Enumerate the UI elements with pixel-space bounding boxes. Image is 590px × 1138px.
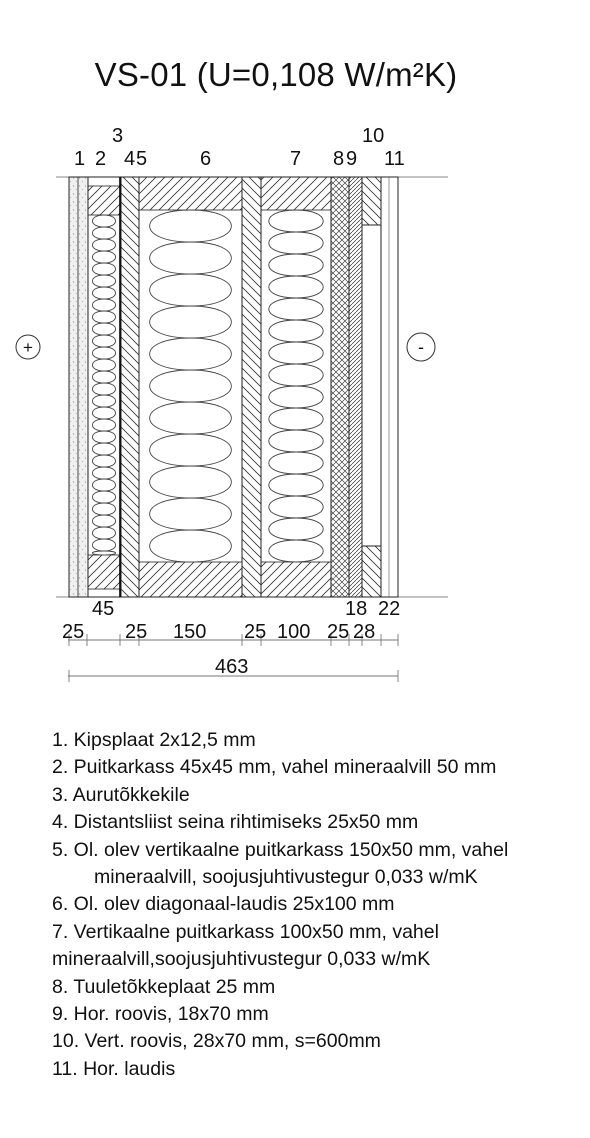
layer-10-vertical-batten-bottom (362, 546, 381, 597)
cold-side-symbol: - (418, 337, 424, 357)
layer-label-6: 6 (200, 148, 212, 170)
legend-item-6: 6. Ol. olev diagonaal-laudis 25x100 mm (52, 893, 395, 916)
layer-2-frame (88, 177, 120, 597)
dim-upper-22: 22 (378, 598, 401, 620)
layer-label-10: 10 (362, 125, 385, 147)
legend-item-1: 1. Kipsplaat 2x12,5 mm (52, 729, 256, 751)
dim-lower-100: 100 (277, 621, 311, 643)
legend-item-9: 9. Hor. roovis, 18x70 mm (52, 1003, 269, 1026)
dim-upper-45: 45 (92, 598, 115, 620)
layer-5-frame (139, 177, 242, 597)
layer-label-4: 4 (124, 148, 136, 170)
legend-item-7: 7. Vertikaalne puitkarkass 100x50 mm, vahel mineraalvill,soojusjuhtivustegur 0,033 w/mK (52, 920, 439, 971)
dim-lower-25d: 25 (327, 621, 350, 643)
dim-lower-150: 150 (173, 621, 207, 643)
legend-item-8: 8. Tuuletõkkeplaat 25 mm (52, 975, 276, 998)
legend-item-4: 4. Distantsliist seina rihtimiseks 25x50 mm (52, 811, 419, 834)
layer-9-horizontal-batten (349, 177, 362, 597)
dim-lower-28: 28 (353, 621, 376, 643)
layer-label-2: 2 (95, 148, 107, 170)
cold-side-marker (407, 333, 435, 361)
legend-item-2: 2. Puitkarkass 45x45 mm, vahel mineraalvill 50 mm (52, 756, 497, 779)
dim-lower-25b: 25 (125, 621, 148, 643)
layer-4-batten (121, 177, 139, 597)
dim-total: 463 (215, 656, 249, 678)
layer-label-7: 7 (290, 148, 302, 170)
legend-item-11: 11. Hor. laudis (52, 1057, 176, 1080)
warm-side-marker (16, 335, 40, 359)
dimension-values (62, 598, 400, 678)
layer-label-8: 8 (333, 148, 345, 170)
layer-7-frame (261, 177, 331, 597)
layer-label-9: 9 (346, 148, 358, 170)
layer-10-vertical-batten-top (362, 177, 381, 225)
layer-label-11: 11 (384, 148, 405, 170)
legend-item-10: 10. Vert. roovis, 28x70 mm, s=600mm (52, 1030, 381, 1053)
legend-item-3: 3. Aurutõkkekile (52, 783, 190, 806)
dim-lower-25a: 25 (62, 621, 85, 643)
legend-item-5: 5. Ol. olev vertikaalne puitkarkass 150x50 mm, vahel mineraalvill, soojusjuhtivustegur 0,033 w/mK (52, 838, 509, 889)
layer-6-diagonal-boarding (242, 177, 261, 597)
layer-label-3: 3 (112, 125, 124, 147)
layer-number-labels (74, 125, 405, 170)
dim-upper-18: 18 (345, 598, 368, 620)
layer-11-cladding (381, 177, 398, 597)
layer-legend (52, 727, 572, 1083)
layer-label-5: 5 (136, 148, 148, 170)
drawing-title: VS-01 (U=0,108 W/m²K) (94, 56, 458, 93)
layer-1-gypsum (69, 177, 88, 597)
dim-lower-25c: 25 (244, 621, 267, 643)
layer-8-wind-barrier (331, 177, 349, 597)
warm-side-symbol: + (23, 338, 33, 357)
layer-label-1: 1 (74, 148, 86, 170)
